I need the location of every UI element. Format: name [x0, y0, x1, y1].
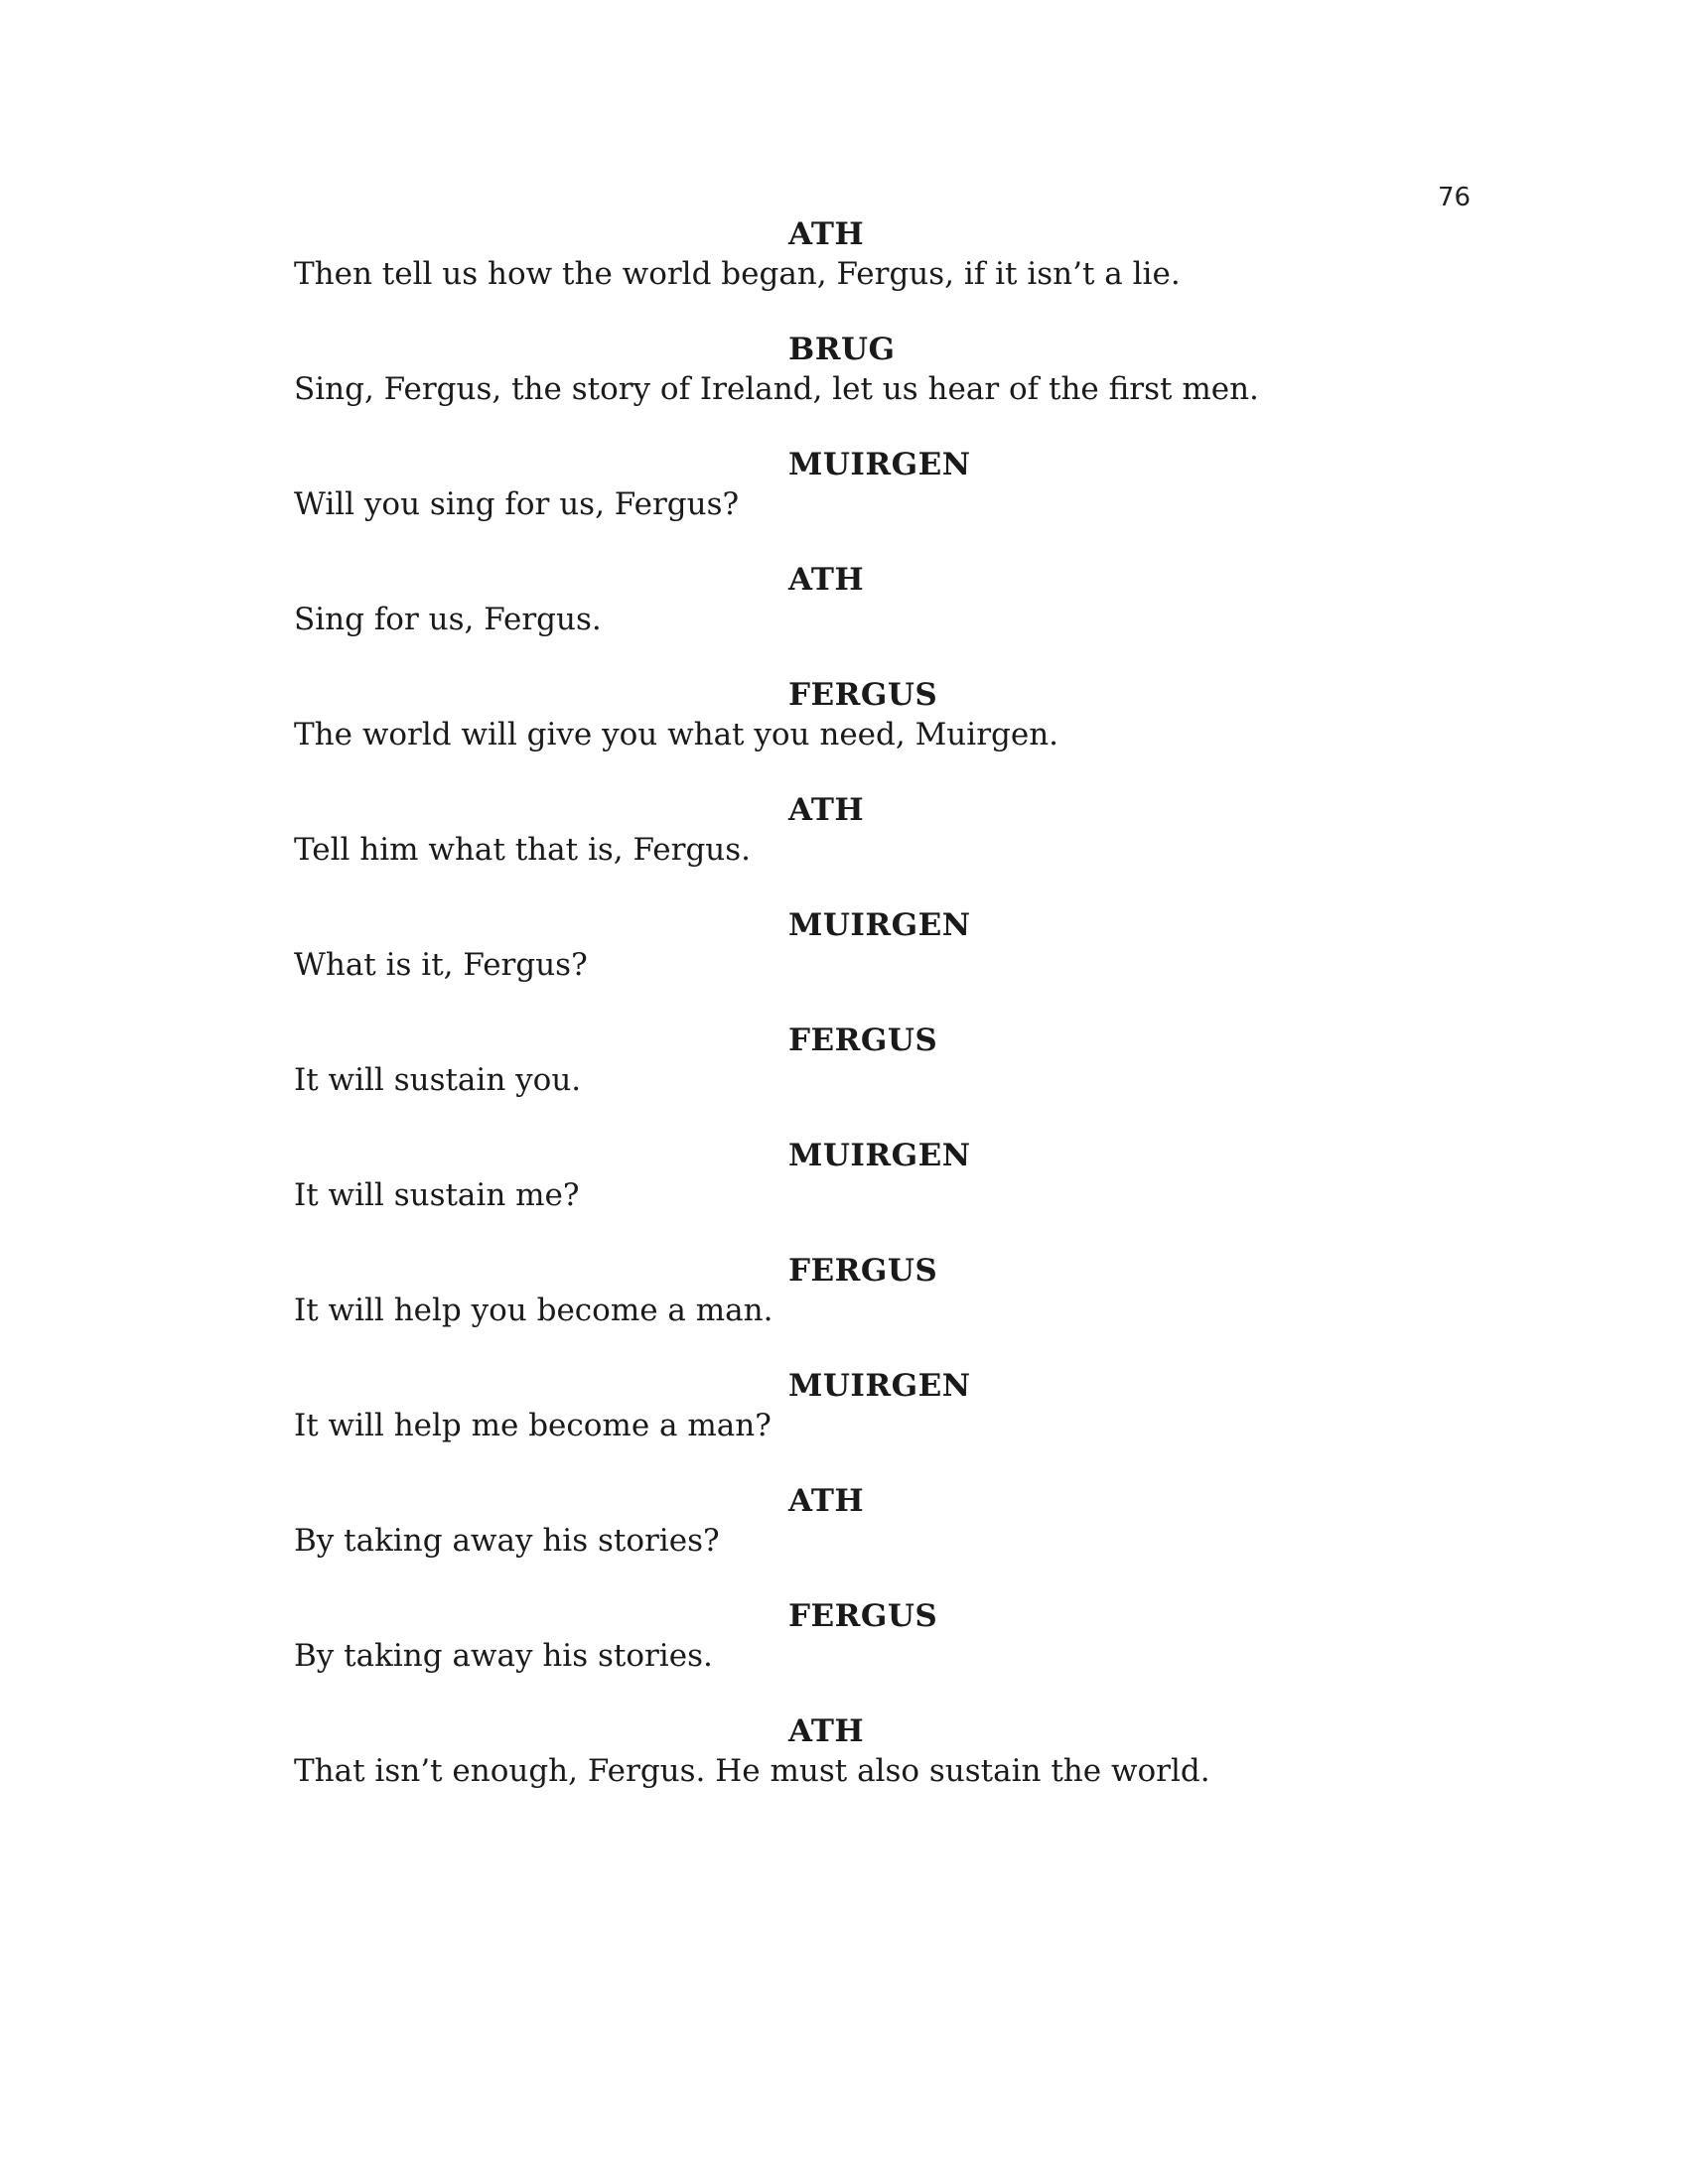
speaker-name: ATH	[788, 562, 865, 598]
speaker-name: FERGUS	[788, 1598, 938, 1634]
dialogue-block	[294, 675, 1485, 790]
page-number: 76	[1438, 183, 1472, 212]
dialogue-line: It will sustain you.	[294, 1062, 582, 1098]
dialogue-block	[294, 790, 1485, 905]
speaker-name: MUIRGEN	[788, 447, 971, 482]
dialogue-line: By taking away his stories?	[294, 1523, 720, 1559]
dialogue-line: It will sustain me?	[294, 1177, 580, 1213]
dialogue-block	[294, 1481, 1485, 1596]
speaker-name: MUIRGEN	[788, 1368, 971, 1404]
dialogue-block	[294, 905, 1485, 1021]
dialogue-line: That isn’t enough, Fergus. He must also sustain the world.	[294, 1753, 1210, 1789]
speaker-name: ATH	[788, 792, 865, 828]
dialogue-block	[294, 1136, 1485, 1251]
dialogue	[294, 214, 1485, 1827]
dialogue-block	[294, 445, 1485, 560]
speaker-name: MUIRGEN	[788, 907, 971, 943]
speaker-name: MUIRGEN	[788, 1138, 971, 1173]
speaker-name: FERGUS	[788, 1253, 938, 1289]
dialogue-block	[294, 1596, 1485, 1711]
dialogue-block	[294, 1021, 1485, 1136]
dialogue-block	[294, 1366, 1485, 1481]
speaker-name: BRUG	[788, 332, 896, 367]
speaker-name: FERGUS	[788, 1023, 938, 1058]
dialogue-line: Tell him what that is, Fergus.	[294, 832, 752, 868]
dialogue-block	[294, 560, 1485, 675]
speaker-name: FERGUS	[788, 677, 938, 713]
dialogue-block	[294, 1251, 1485, 1366]
dialogue-line: Sing for us, Fergus.	[294, 602, 602, 637]
dialogue-line: Will you sing for us, Fergus?	[294, 486, 740, 522]
dialogue-line: It will help you become a man.	[294, 1293, 774, 1328]
speaker-name: ATH	[788, 1713, 865, 1749]
dialogue-line: It will help me become a man?	[294, 1408, 772, 1443]
speaker-name: ATH	[788, 216, 865, 252]
dialogue-line: What is it, Fergus?	[294, 947, 588, 983]
speaker-name: ATH	[788, 1483, 865, 1519]
dialogue-block	[294, 330, 1485, 445]
dialogue-line: Then tell us how the world began, Fergus, if it isn’t a lie.	[294, 256, 1181, 292]
dialogue-block	[294, 1711, 1485, 1827]
dialogue-line: Sing, Fergus, the story of Ireland, let us hear of the first men.	[294, 371, 1259, 407]
dialogue-line: The world will give you what you need, Muirgen.	[294, 717, 1059, 752]
dialogue-line: By taking away his stories.	[294, 1638, 713, 1674]
dialogue-block	[294, 214, 1485, 330]
